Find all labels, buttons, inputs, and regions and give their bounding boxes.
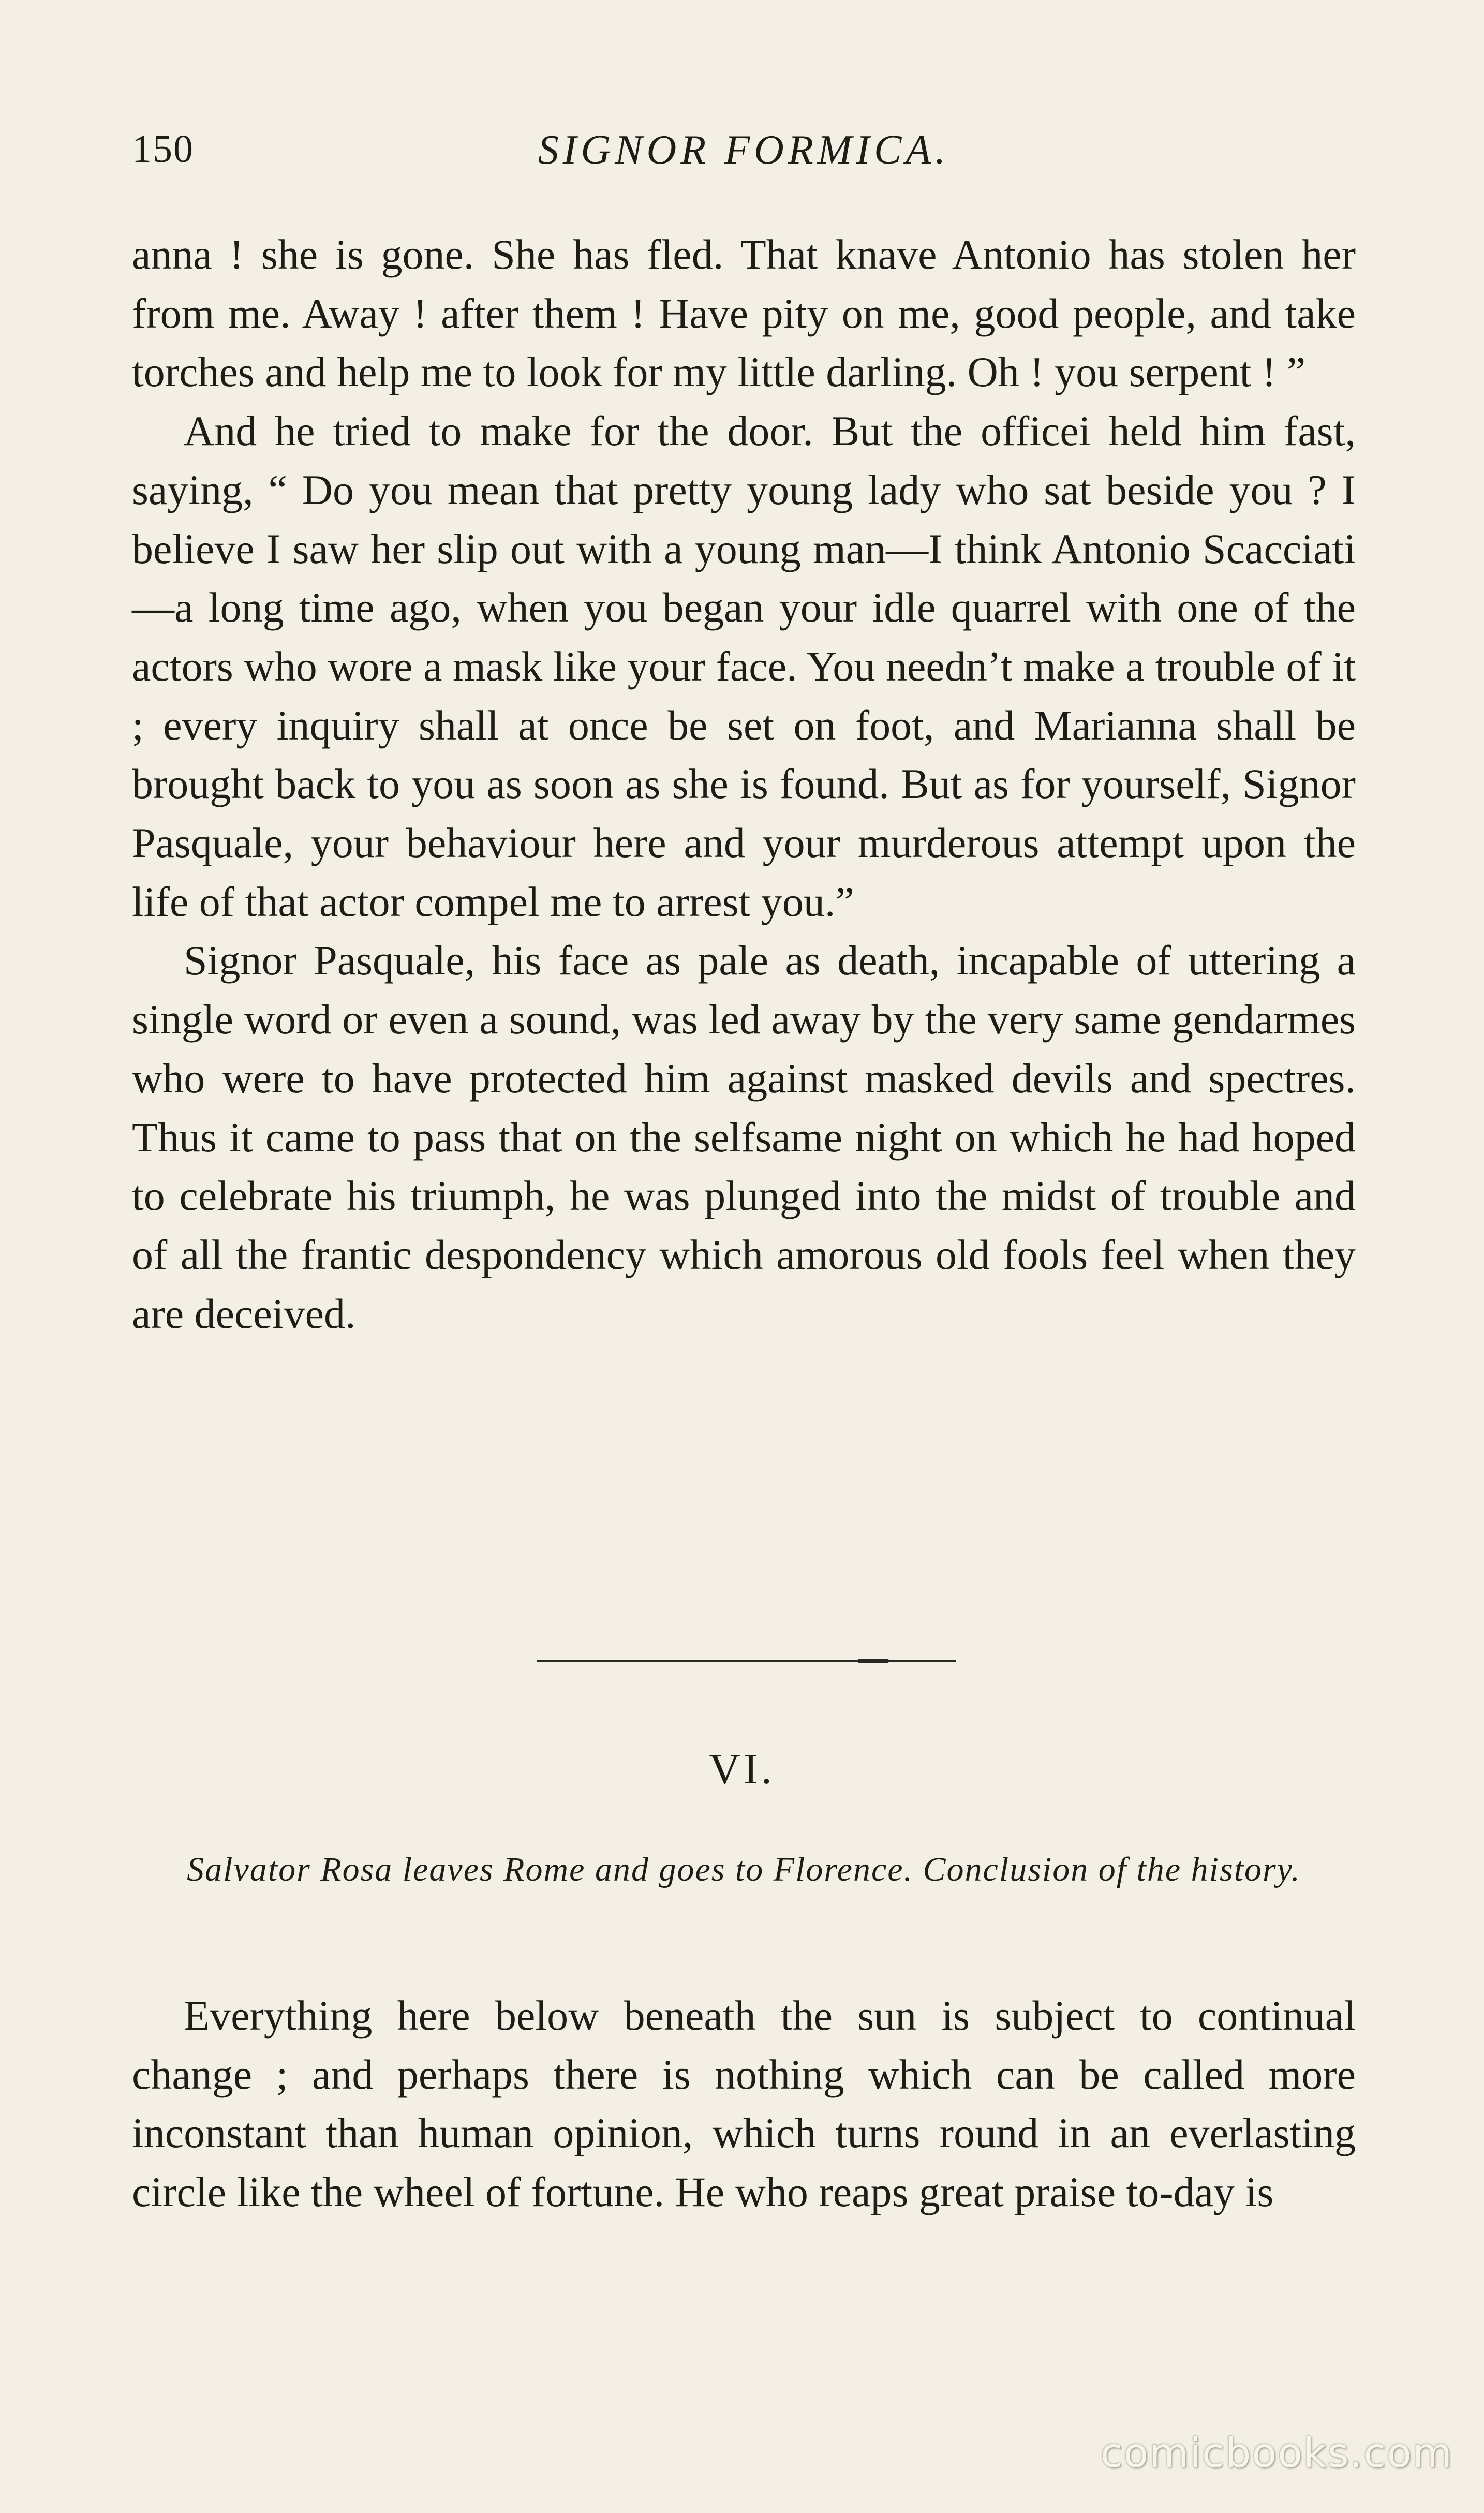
chapter-number: VI. — [709, 1745, 775, 1793]
chapter-body-text — [132, 1986, 1356, 2222]
section-divider — [537, 1660, 956, 1662]
watermark: comicbooks.com — [1100, 2430, 1453, 2477]
page-number: 150 — [132, 127, 194, 171]
paragraph: Signor Pasquale, his face as pale as death, incapable of uttering a single word or even a sound, was led away by the very same gendarmes who were to have protected him against masked devils and spectres. Thus it came to pass that on the selfsame night on which he had hoped to celebrate his triumph, he was plunged into the midst of trouble and of all the frantic despondency which amorous old fools feel when they are deceived. — [132, 937, 1356, 1337]
paragraph: Everything here below beneath the sun is subject to continual change ; and perhaps there is nothing which can be called more inconstant than human opinion, which turns round in an everlasting circle like the wheel of fortune. He who reaps great praise to-day is — [132, 1992, 1356, 2216]
paragraph: anna ! she is gone. She has fled. That knave Antonio has stolen her from me. Away ! after them ! Have pity on me, good people, and take torches and help me to look for my little darling. Oh ! you serpent ! ” — [132, 231, 1356, 396]
running-head — [132, 116, 1356, 179]
running-title: SIGNOR FORMICA. — [538, 127, 950, 173]
chapter-summary: Salvator Rosa leaves Rome and goes to Florence. Conclusion of the history. — [187, 1851, 1301, 1888]
paragraph: And he tried to make for the door. But the officei held him fast, saying, “ Do you mean that pretty young lady who sat beside you ? I believe I saw her slip out with a young man—I think Antonio Scacciati—a long time ago, when you began your idle quarrel with one of the actors who wore a mask like your face. You needn’t make a trouble of it ; every inquiry shall at once be set on foot, and Marianna shall be brought back to you as soon as she is found. But as for yourself, Signor Pasquale, your behaviour here and your murderous attempt upon the life of that actor compel me to arrest you.” — [132, 407, 1356, 925]
body-text-block — [132, 225, 1356, 1343]
